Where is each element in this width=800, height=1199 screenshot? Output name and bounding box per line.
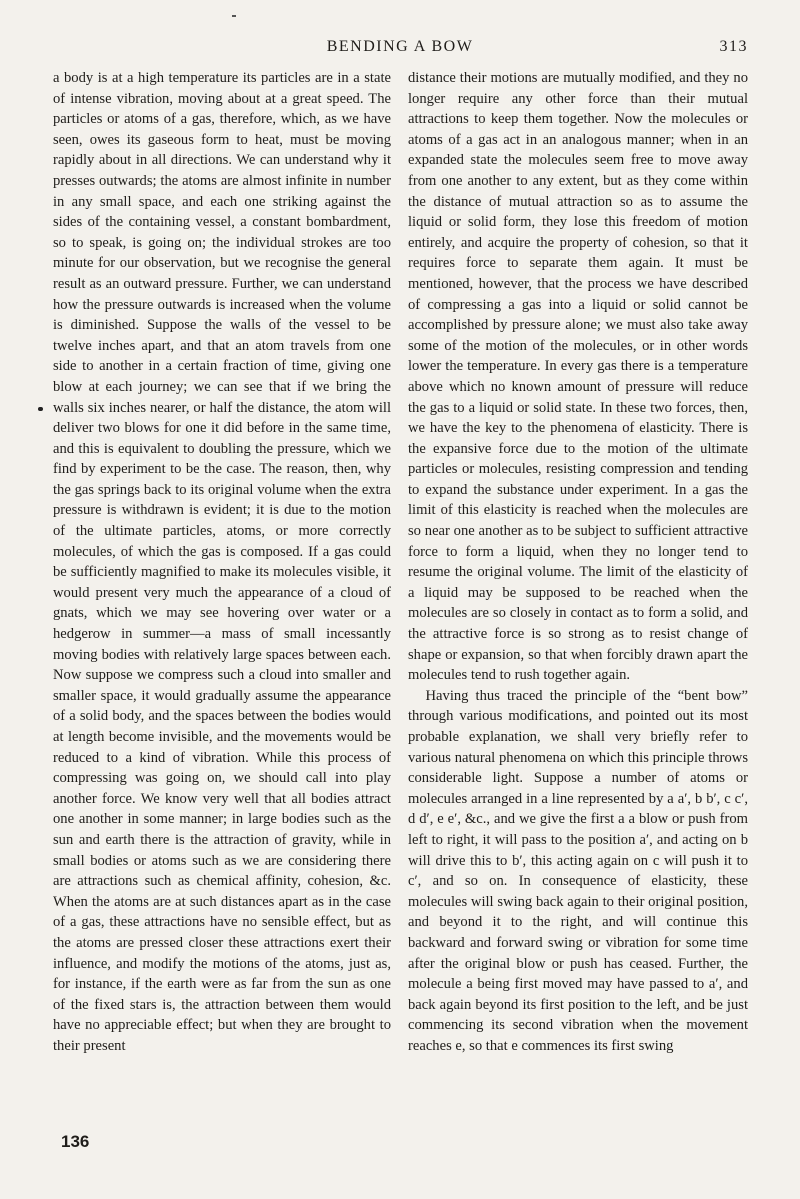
right-column-paragraph-1: distance their motions are mutually modified, and they no longer require any other force than their mutual attractions to keep them together. Now the molecules or atoms of a gas act in an analogous manner; when in an expanded state the molecules seem free to move away from one another to any extent, but as they come within the distance of mutual attraction so as to assume the liquid or solid form, they lose this freedom of motion entirely, and acquire the property of cohesion, so that it requires force to separate them again. It must be mentioned, however, that the process we have described of compressing a gas into a liquid or solid cannot be accomplished by pressure alone; we must also take away some of the motion of the molecules, or in other words lower the temperature. In every gas there is a temperature above which no known amount of pressure will reduce the gas to a liquid or solid state. In these two forces, then, we have the key to the phenomena of elasticity. There is the expansive force due to the motion of the ultimate particles or molecules, resisting compression and tending to expand the substance under experiment. In a gas the limit of this elasticity is reached when the molecules are so near one another as to be subject to sufficient attractive force to form a liquid, when they no longer tend to resume the original volume. The limit of the elasticity of a liquid may be supposed to be reached when the molecules are so closely in contact as to form a solid, and the attractive force is so strong as to resist change of shape or expansion, so that when forcibly drawn apart the molecules tend to rush together again. (408, 70, 748, 684)
running-header (0, 38, 800, 66)
print-speck (232, 15, 236, 17)
page-number: 313 (719, 38, 748, 55)
print-speck (38, 407, 43, 411)
running-title: BENDING A BOW (326, 38, 474, 55)
right-column (408, 68, 748, 1057)
right-column-paragraph-2: Having thus traced the principle of the “bent bow” through various modifications, and pointed out its most probable explanation, we shall very briefly refer to various natural phenomena on which this principle throws considerable light. Suppose a number of atoms or molecules arranged in a line represented by a a′, b b′, c c′, d d′, e e′, &c., and we give the first a a blow or push from left to right, it will pass to the position a′, and acting on b will drive this to b′, this acting again on c will push it to c′, and so on. In consequence of elasticity, these molecules will swing back again to their original position, and beyond it to the right, and will continue this backward and forward swing or vibration for some time after the original blow or push has ceased. Further, the molecule a being first moved may have passed to a′, and back again beyond its first position to the left, and be just commencing its second vibration when the movement reaches e, so that e commences its first swing (408, 687, 748, 1054)
left-column (53, 68, 391, 1057)
folio-number: 136 (61, 1132, 90, 1151)
left-column-text: a body is at a high temperature its particles are in a state of intense vibration, moving about at a great speed. The particles or atoms of a gas, therefore, which, as we have seen, owes its gaseous form to heat, must be moving rapidly about in all directions. We can understand why it presses outwards; the atoms are almost infinite in number in any small space, and each one striking against the sides of the containing vessel, a constant bombardment, so to speak, is going on; the individual strokes are too minute for our observation, but we recognise the general result as an outward pressure. Further, we can understand how the pressure outwards is increased when the volume is diminished. Suppose the walls of the vessel to be twelve inches apart, and that an atom travels from one side to another in a certain fraction of time, giving one blow at each journey; we can see that if we bring the walls six inches nearer, or half the distance, the atom will deliver two blows for one it did before in the same time, and this is equivalent to doubling the pressure, which we find by experiment to be the case. The reason, then, why the gas springs back to its original volume when the extra pressure is withdrawn is evident; it is due to the motion of the ultimate particles, atoms, or more correctly molecules, of which the gas is composed. If a gas could be sufficiently magnified to make its molecules visible, it would present very much the appearance of a cloud of gnats, which we may see hovering over water or a hedgerow in summer—a mass of small incessantly moving bodies with relatively large spaces between each. Now suppose we compress such a cloud into smaller and smaller space, it would gradually assume the appearance of a solid body, and the spaces between the bodies would at length become invisible, and the movements would be reduced to a kind of vibration. While this process of compressing was going on, we should call into play another force. We know very well that all bodies attract one another in some manner; in large bodies such as the sun and earth there is the attraction of gravity, while in small bodies or atoms such as we are considering there are attractions such as chemical affinity, cohesion, &c. When the atoms are at such distances apart as in the case of a gas, these attractions have no sensible effect, but as the atoms are pressed closer these attractions exert their influence, and modify the motions of the atoms, just as, for instance, if the earth were as far from the sun as one of the fixed stars is, the attraction between them would have no appreciable effect; but when they are brought to their present (53, 70, 391, 1054)
